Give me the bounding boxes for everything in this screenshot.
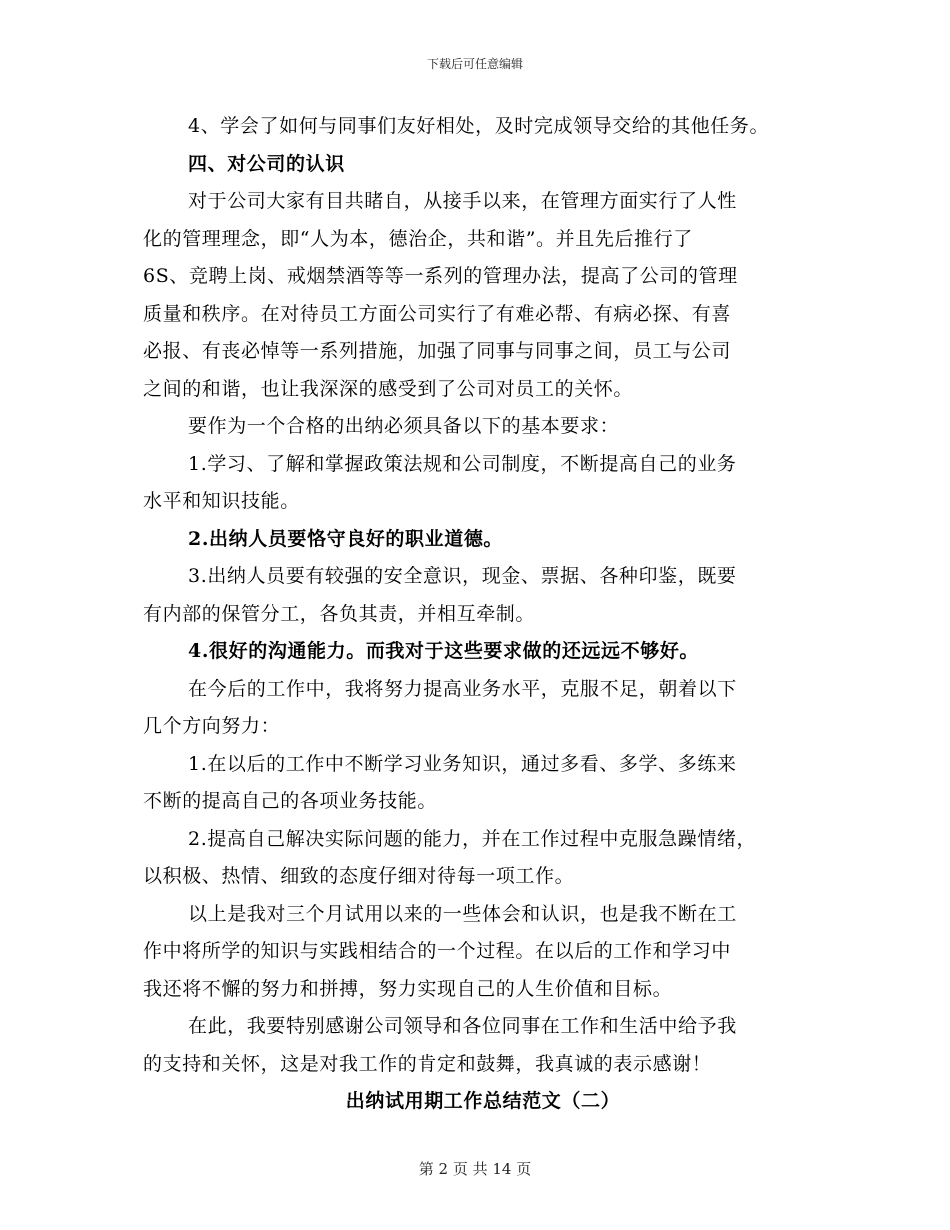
requirement-item: 3.出纳人员要有较强的安全意识，现金、票据、各种印鉴，既要 xyxy=(188,565,737,587)
document-body xyxy=(143,108,823,1121)
paragraph-line: 在今后的工作中，我将努力提高业务水平，克服不足，朝着以下 xyxy=(188,677,737,700)
paragraph-line: 必报、有丧必悼等一系列措施，加强了同事与同事之间，员工与公司 xyxy=(143,340,732,362)
plan-item: 2.提高自己解决实际问题的能力，并在工作过程中克服急躁情绪， xyxy=(188,827,757,850)
paragraph-line: 对于公司大家有目共睹自，从接手以来，在管理方面实行了人性 xyxy=(188,190,737,212)
requirement-item: 2.出纳人员要恪守良好的职业道德。 xyxy=(188,527,504,550)
paragraph-line: 不断的提高自己的各项业务技能。 xyxy=(143,790,438,812)
paragraph-line: 以积极、热情、细致的态度仔细对待每一项工作。 xyxy=(143,865,575,887)
paragraph-line: 要作为一个合格的出纳必须具备以下的基本要求： xyxy=(188,415,620,437)
paragraph-line: 有内部的保管分工，各负其责，并相互牵制。 xyxy=(143,602,536,625)
requirement-item: 1.学习、了解和掌握政策法规和公司制度，不断提高自己的业务 xyxy=(188,452,737,475)
list-item-4: 4、学会了如何与同事们友好相处，及时完成领导交给的其他任务。 xyxy=(188,115,770,137)
paragraph-line: 以上是我对三个月试用以来的一些体会和认识，也是我不断在工 xyxy=(188,902,737,925)
paragraph-line: 6S、竞聘上岗、戒烟禁酒等等一系列的管理办法，提高了公司的管理 xyxy=(143,265,738,287)
plan-item: 1.在以后的工作中不断学习业务知识，通过多看、多学、多练来 xyxy=(188,752,737,775)
paragraph-line: 的支持和关怀，这是对我工作的肯定和鼓舞，我真诚的表示感谢！ xyxy=(143,1052,712,1075)
requirement-item: 4.很好的沟通能力。而我对于这些要求做的还远远不够好。 xyxy=(188,640,700,662)
paragraph-line: 在此，我要特别感谢公司领导和各位同事在工作和生活中给予我 xyxy=(188,1015,737,1037)
section-heading: 四、对公司的认识 xyxy=(188,152,345,175)
paragraph-line: 作中将所学的知识与实践相结合的一个过程。在以后的工作和学习中 xyxy=(143,940,732,962)
paragraph-line: 化的管理理念，即“人为本，德治企，共和谐”。并且先后推行了 xyxy=(143,227,693,250)
document-subtitle: 出纳试用期工作总结范文（二） xyxy=(345,1090,621,1112)
paragraph-line: 水平和知识技能。 xyxy=(143,490,300,512)
paragraph-line: 之间的和谐，也让我深深的感受到了公司对员工的关怀。 xyxy=(143,377,634,400)
paragraph-line: 质量和秩序。在对待员工方面公司实行了有难必帮、有病必探、有喜 xyxy=(143,302,732,325)
paragraph-line: 几个方向努力： xyxy=(143,715,281,737)
page-footer: 第 2 页 共 14 页 xyxy=(418,1160,532,1178)
page-header: 下载后可任意编辑 xyxy=(426,57,523,71)
paragraph-line: 我还将不懈的努力和拼搏，努力实现自己的人生价值和目标。 xyxy=(143,977,673,1000)
